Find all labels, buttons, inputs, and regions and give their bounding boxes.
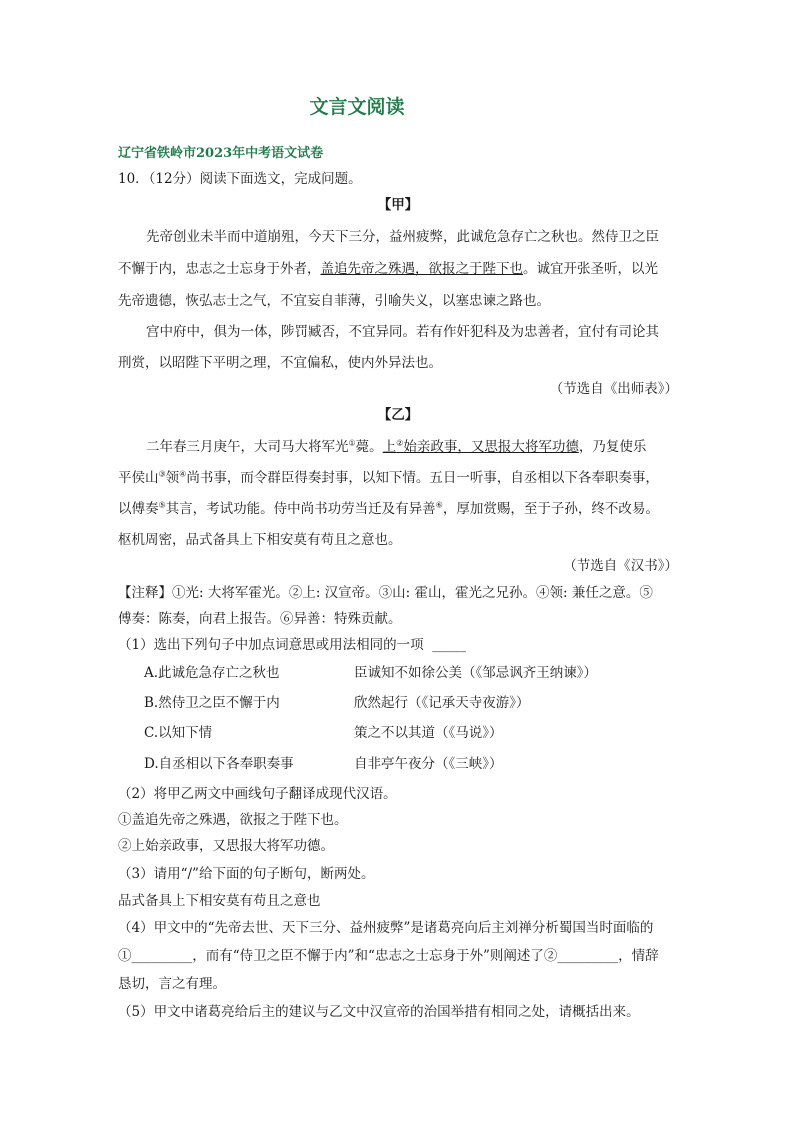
question-head: 10．（12分）阅读下面选文，完成问题。: [118, 171, 362, 187]
q1-stem: [118, 636, 678, 654]
notes-line2: 傅奏：陈奏，向君上报告。⑥异善：特殊贡献。: [118, 611, 402, 627]
q3-sentence: 品式备具上下相安莫有苟且之意也: [118, 893, 321, 909]
note-marker: ②: [396, 438, 404, 448]
yi-line2: [118, 469, 678, 487]
yi-text: 以傅奏: [118, 501, 159, 517]
yi-text: ，乃复使乐: [578, 439, 647, 455]
notes-line1: 【注释】①光: 大将军霍光。②上: 汉宣帝。③山: 霍山，霍光之兄孙。④领: 兼任之意。⑤: [118, 585, 653, 601]
yi-line1: [118, 438, 678, 456]
q1-option-b: [144, 694, 674, 712]
passage-yi-heading: 【乙】: [377, 407, 419, 423]
q2-sentence-2: ②上始亲政事，又思报大将军功德。: [118, 838, 334, 854]
note-marker: ⑤: [158, 500, 166, 510]
q1-stem-text: （1）选出下列句子中加点词意思或用法相同的一项: [118, 637, 424, 653]
jia-p2-line1: 宫中府中，俱为一体，陟罚臧否，不宜异同。若有作奸犯科及为忠善者，宜付有司论其: [146, 324, 659, 340]
jia-p1-line2: [118, 260, 678, 278]
q1-option-c: [144, 724, 674, 742]
yi-line4: 枢机周密，品式备具上下相安莫有苟且之意也。: [118, 532, 402, 548]
option-right: 自非亭午夜分（《三峡》）: [354, 756, 503, 772]
jia-p1-line1: 先帝创业未半而中道崩殂，今天下三分，益州疲弊，此诚危急存亡之秋也。然侍卫之臣: [146, 229, 659, 245]
note-marker: ①: [348, 438, 356, 448]
q5-stem: （5）甲文中诸葛亮给后主的建议与乙文中汉宣帝的治国举措有相同之处，请概括出来。: [118, 1004, 640, 1020]
yi-text: 上: [382, 439, 397, 455]
note-marker: ⑥: [435, 500, 443, 510]
yi-text: 平侯山: [118, 470, 159, 486]
yi-text: 其言，考试功能。侍中尚书功劳当迁及有异善: [165, 501, 436, 517]
q1-answer-blank: _____: [432, 637, 466, 653]
yi-text: 领: [165, 470, 180, 486]
passage-jia-heading: 【甲】: [377, 197, 419, 213]
note-marker: ④: [179, 469, 187, 479]
exam-source: 辽宁省铁岭市2023年中考语文试卷: [118, 146, 324, 161]
q1-option-a: [144, 664, 674, 682]
jia-citation: （节选自《出师表》）: [549, 381, 678, 397]
q4-line1: （4）甲文中的“先帝去世、天下三分、益州疲弊”是诸葛亮向后主刘禅分析蜀国当时面临的: [118, 920, 654, 936]
jia-p1-line3: 先帝遗德，恢弘志士之气，不宜妄自菲薄，引喻失义，以塞忠谏之路也。: [118, 293, 550, 309]
yi-text: 二年春三月庚午，大司马大将军光: [146, 439, 349, 455]
option-left: C.以知下情: [144, 725, 213, 741]
jia-text: 。诚宜开张圣听，以光: [523, 261, 658, 277]
option-right: 臣诚知不如徐公美（《邹忌讽齐王纳谏》）: [354, 665, 597, 681]
yi-underlined-sentence: [383, 439, 579, 455]
page-title: 文言文阅读: [309, 96, 405, 118]
jia-text: 不懈于内，忠志之士忘身于外者，: [118, 261, 321, 277]
jia-p2-line2: 刑赏，以昭陛下平明之理，不宜偏私，使内外异法也。: [118, 355, 442, 371]
option-left: D.自丞相以下各奉职奏事: [144, 756, 294, 772]
jia-underlined-sentence: 盖追先帝之殊遇，欲报之于陛下也: [320, 261, 523, 277]
option-left: B.然侍卫之臣不懈于内: [144, 695, 280, 711]
yi-citation: （节选自《汉书》）: [563, 558, 678, 574]
q4-line3: 恳切，言之有理。: [118, 976, 226, 992]
note-marker: ③: [158, 469, 166, 479]
q3-stem: （3）请用“/”给下面的句子断句，断两处。: [118, 866, 375, 882]
option-right: 欣然起行（《记承天寺夜游》）: [354, 695, 530, 711]
q1-option-d: [144, 755, 674, 773]
yi-text: ，厚加赏赐，至于子孙，终不改易。: [442, 501, 659, 517]
q2-sentence-1: ①盖追先帝之殊遇，欲报之于陛下也。: [118, 812, 348, 828]
yi-text: 尚书事，而令群臣得奏封事，以知下情。五日一听事，自丞相以下各奉职奏事，: [186, 470, 659, 486]
yi-text: 始亲政事，又思报大将军功德: [403, 439, 579, 455]
option-left: A.此诚危急存亡之秋也: [144, 665, 280, 681]
q2-stem: （2）将甲乙两文中画线句子翻译成现代汉语。: [118, 786, 397, 802]
yi-text: 薨。: [355, 439, 383, 455]
q4-line2: ①_________，而有“侍卫之臣不懈于内”和“忠志之士忘身于外”则阐述了②_________，情辞: [118, 948, 659, 964]
yi-line3: [118, 500, 678, 518]
option-right: 策之不以其道（《马说》）: [354, 725, 503, 741]
